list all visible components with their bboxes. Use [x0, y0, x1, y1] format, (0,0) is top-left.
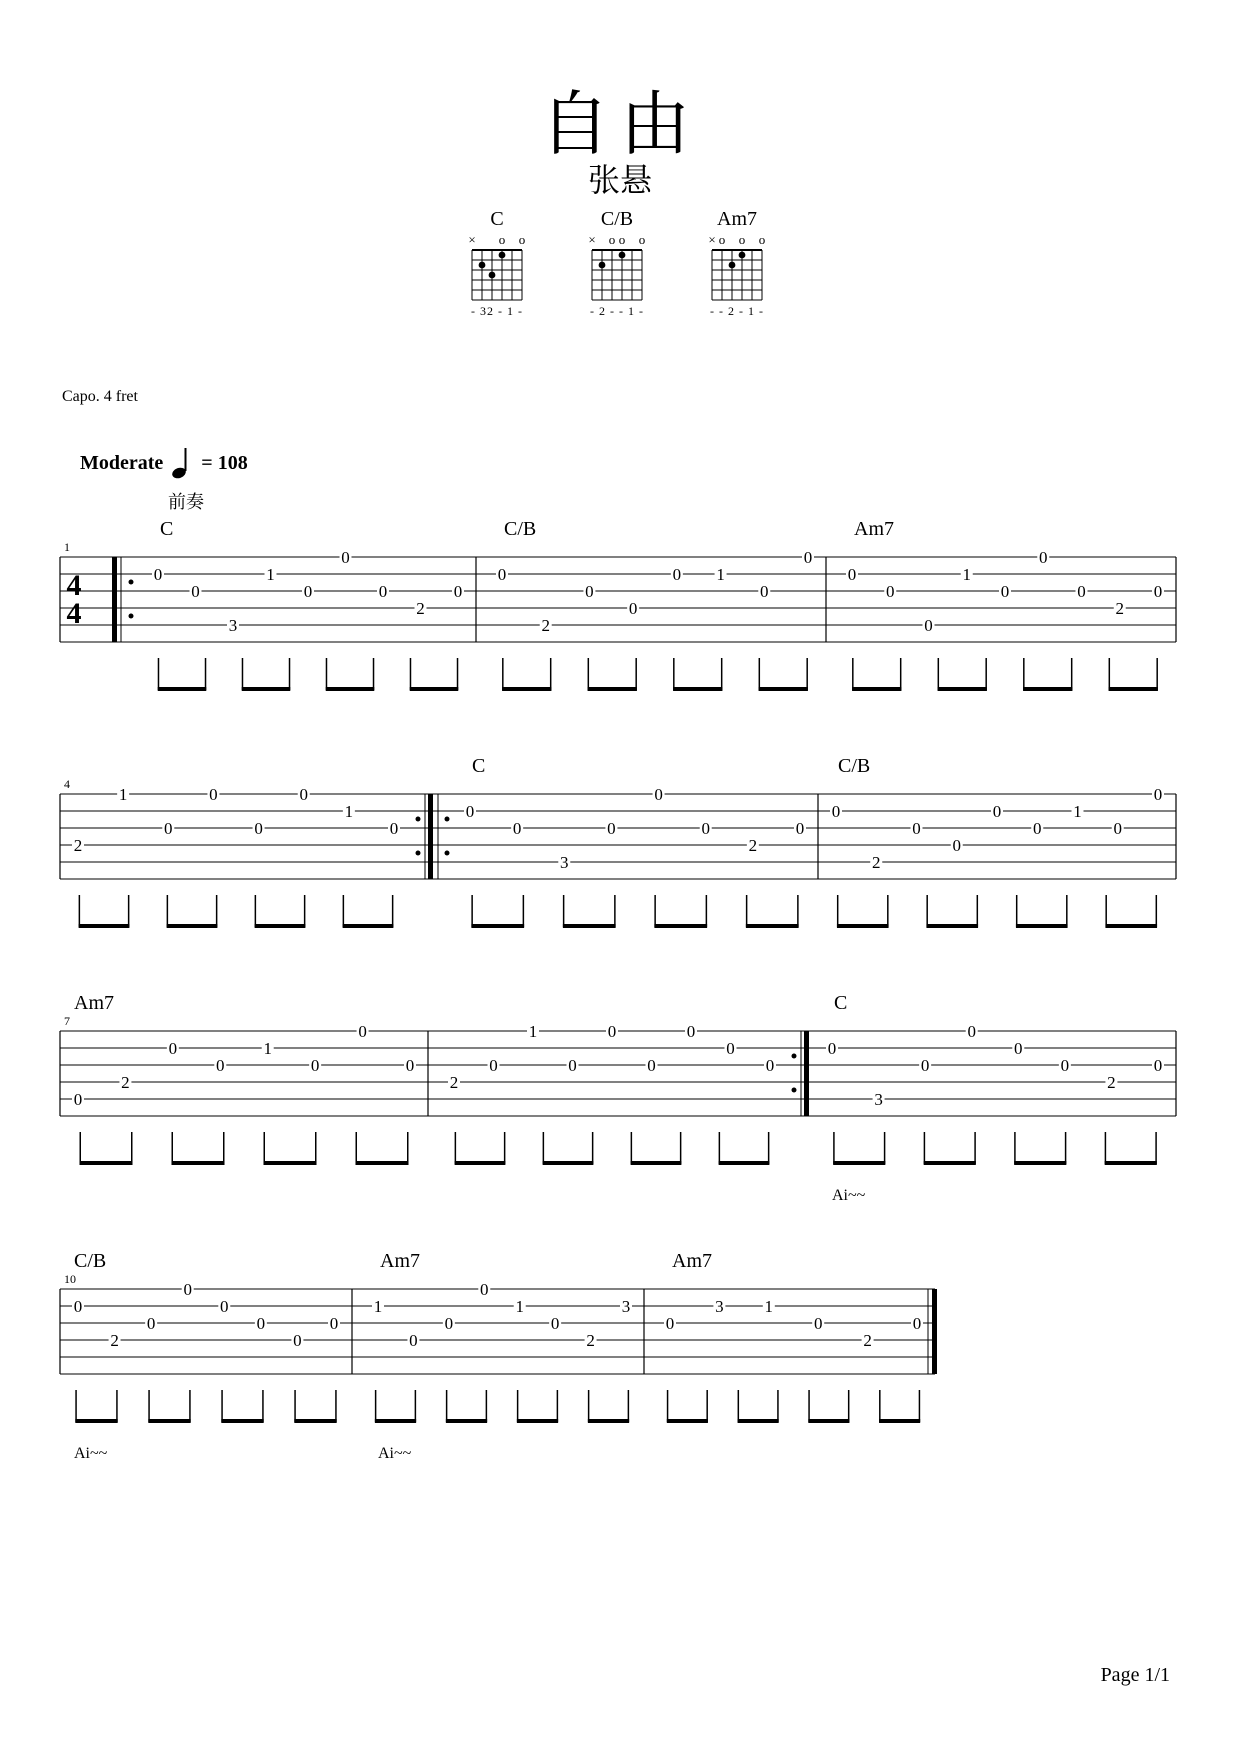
- rhythm-beam: [1105, 924, 1157, 928]
- fret-number: 0: [480, 1280, 489, 1299]
- chord-fingering: - 32 - 1 -: [471, 304, 523, 318]
- fret-number: 0: [220, 1297, 229, 1316]
- fret-number: 0: [992, 802, 1002, 821]
- repeat-end-thick-bar: [804, 1031, 809, 1116]
- chord-fingering: - 2 - - 1 -: [590, 304, 644, 318]
- rhythm-beam: [631, 1161, 682, 1165]
- measure-number: 4: [64, 777, 70, 791]
- rhythm-beam: [924, 1161, 976, 1165]
- rhythm-beam: [148, 1419, 190, 1423]
- fret-number: 3: [715, 1297, 724, 1316]
- rhythm-beam: [75, 1419, 117, 1423]
- rhythm-beam: [263, 1161, 316, 1165]
- fret-number: 2: [110, 1331, 119, 1350]
- page-number: Page 1/1: [1100, 1664, 1170, 1686]
- rhythm-beam: [1109, 687, 1158, 691]
- open-string-marker: o: [608, 232, 616, 247]
- rhythm-beam: [221, 1419, 263, 1423]
- measure-number: 7: [64, 1014, 70, 1028]
- rhythm-beam: [852, 687, 901, 691]
- rhythm-beam: [171, 1161, 224, 1165]
- rhythm-beam: [455, 1161, 506, 1165]
- final-thick-bar: [932, 1289, 937, 1374]
- lyric-text: Ai~~: [832, 1187, 866, 1204]
- rhythm-beam: [410, 687, 459, 691]
- open-string-marker: o: [638, 232, 646, 247]
- rhythm-beam: [1016, 924, 1068, 928]
- rhythm-beam: [837, 924, 889, 928]
- fret-number: 0: [952, 836, 961, 855]
- fret-number: 2: [1107, 1073, 1116, 1092]
- open-string-marker: o: [618, 232, 626, 247]
- fret-number: 1: [266, 565, 275, 584]
- rhythm-beam: [79, 1161, 132, 1165]
- rhythm-beam: [654, 924, 707, 928]
- rhythm-beam: [673, 687, 722, 691]
- fret-number: 0: [803, 548, 813, 567]
- rhythm-beam: [326, 687, 375, 691]
- fret-number: 0: [912, 819, 921, 838]
- rhythm-beam: [588, 687, 637, 691]
- fret-number: 0: [378, 582, 388, 601]
- fret-number: 0: [303, 582, 313, 601]
- fret-number: 0: [329, 1314, 339, 1333]
- fret-number: 0: [585, 582, 594, 601]
- fret-number: 0: [765, 1056, 775, 1075]
- rhythm-beam: [167, 924, 218, 928]
- fret-number: 0: [489, 1056, 498, 1075]
- rhythm-beam: [938, 687, 987, 691]
- rhythm-beam: [808, 1419, 849, 1423]
- rhythm-beam: [343, 924, 394, 928]
- rhythm-beam: [1105, 1161, 1157, 1165]
- fret-number: 0: [444, 1314, 454, 1333]
- fret-number: 0: [647, 1056, 656, 1075]
- fret-number: 0: [405, 1056, 415, 1075]
- rhythm-beam: [79, 924, 130, 928]
- capo-note: Capo. 4 fret: [62, 388, 138, 405]
- chord-name: Am7: [854, 518, 894, 540]
- rhythm-beam: [294, 1419, 336, 1423]
- fret-number: 2: [541, 616, 550, 635]
- chord-name: C: [834, 992, 848, 1014]
- fret-number: 1: [263, 1039, 272, 1058]
- fret-number: 0: [73, 1297, 83, 1316]
- fret-number: 3: [228, 616, 238, 635]
- rhythm-beam: [355, 1161, 408, 1165]
- section-label: 前奏: [168, 492, 204, 512]
- fret-number: 0: [831, 802, 841, 821]
- rhythm-beam: [926, 924, 978, 928]
- fret-number: 2: [872, 853, 881, 872]
- fret-number: 2: [121, 1073, 130, 1092]
- fret-number: 0: [1153, 582, 1163, 601]
- fret-number: 3: [621, 1297, 631, 1316]
- fret-number: 1: [962, 565, 971, 584]
- chord-name: C/B: [838, 755, 871, 777]
- fret-number: 2: [73, 836, 83, 855]
- fret-number: 0: [1060, 1056, 1070, 1075]
- fret-number: 2: [416, 599, 425, 618]
- fret-number: 0: [389, 819, 399, 838]
- repeat-dot: [445, 817, 450, 822]
- tempo-label: Moderate: [80, 451, 164, 474]
- chord-name: C: [160, 518, 174, 540]
- fret-number: 0: [760, 582, 769, 601]
- repeat-dot: [129, 614, 134, 619]
- rhythm-beam: [563, 924, 616, 928]
- fret-number: 0: [1153, 785, 1163, 804]
- fret-number: 0: [254, 819, 263, 838]
- fret-number: 0: [813, 1314, 823, 1333]
- fret-number: 0: [701, 819, 710, 838]
- fret-number: 0: [1033, 819, 1042, 838]
- fret-number: 0: [654, 785, 663, 804]
- artist-name: 张悬: [587, 161, 652, 199]
- fret-number: 0: [497, 565, 507, 584]
- fret-number: 0: [209, 785, 218, 804]
- lyric-text: Ai~~: [74, 1445, 108, 1462]
- rhythm-beam: [242, 687, 291, 691]
- repeat-dot: [445, 851, 450, 856]
- fret-number: 0: [183, 1280, 192, 1299]
- fret-number: 2: [449, 1073, 459, 1092]
- measure-number: 10: [64, 1272, 76, 1286]
- fret-number: 0: [795, 819, 805, 838]
- fret-number: 1: [344, 802, 354, 821]
- fret-number: 0: [628, 599, 638, 618]
- chord-name: Am7: [380, 1250, 420, 1272]
- fret-number: 0: [512, 819, 522, 838]
- fret-number: 1: [1073, 802, 1082, 821]
- fret-number: 0: [1113, 819, 1122, 838]
- chord-name: Am7: [672, 1250, 712, 1272]
- fret-number: 0: [550, 1314, 560, 1333]
- rhythm-beam: [1023, 687, 1072, 691]
- repeat-end-thick-bar: [428, 794, 433, 879]
- open-string-marker: o: [738, 232, 746, 247]
- fret-number: 0: [465, 802, 475, 821]
- muted-string-marker: ×: [708, 232, 716, 247]
- rhythm-beam: [588, 1419, 629, 1423]
- fret-number: 2: [748, 836, 758, 855]
- rhythm-beam: [255, 924, 306, 928]
- fret-number: 1: [716, 565, 725, 584]
- fret-number: 0: [153, 565, 163, 584]
- fret-number: 3: [874, 1090, 883, 1109]
- rhythm-beam: [375, 1419, 416, 1423]
- fret-number: 0: [73, 1090, 83, 1109]
- repeat-dot: [792, 1088, 797, 1093]
- rhythm-beam: [667, 1419, 708, 1423]
- lyric-text: Ai~~: [378, 1445, 412, 1462]
- chord-diagram-name: C/B: [600, 208, 634, 230]
- fret-number: 3: [560, 853, 569, 872]
- open-string-marker: o: [498, 232, 506, 247]
- fret-number: 0: [1039, 548, 1048, 567]
- chord-name: C/B: [74, 1250, 107, 1272]
- fret-number: 0: [293, 1331, 302, 1350]
- rhythm-beam: [1014, 1161, 1066, 1165]
- time-signature-bottom: 4: [66, 597, 82, 630]
- fret-number: 0: [146, 1314, 156, 1333]
- chord-name: C/B: [504, 518, 537, 540]
- fret-number: 1: [764, 1297, 774, 1316]
- repeat-dot: [792, 1054, 797, 1059]
- fret-number: 0: [924, 616, 933, 635]
- fret-number: 1: [373, 1297, 383, 1316]
- fret-number: 0: [1000, 582, 1010, 601]
- fret-number: 0: [1014, 1039, 1023, 1058]
- rhythm-beam: [879, 1419, 920, 1423]
- rhythm-beam: [746, 924, 799, 928]
- tempo-bpm: = 108: [201, 451, 248, 474]
- rhythm-beam: [759, 687, 808, 691]
- fret-number: 0: [665, 1314, 675, 1333]
- fret-number: 0: [568, 1056, 577, 1075]
- time-signature-top: 4: [66, 569, 82, 602]
- fret-number: 0: [886, 582, 895, 601]
- rhythm-beam: [502, 687, 551, 691]
- muted-string-marker: ×: [468, 232, 476, 247]
- fret-number: 0: [216, 1056, 225, 1075]
- fret-number: 0: [191, 582, 200, 601]
- fret-number: 0: [920, 1056, 930, 1075]
- repeat-start-thick-bar: [112, 557, 117, 642]
- fret-number: 0: [1153, 1056, 1163, 1075]
- fret-number: 0: [607, 1022, 617, 1041]
- rhythm-beam: [833, 1161, 885, 1165]
- fret-number: 1: [528, 1022, 538, 1041]
- measure-number: 1: [64, 540, 70, 554]
- fret-number: 2: [1115, 599, 1124, 618]
- fret-number: 0: [607, 819, 616, 838]
- fret-number: 0: [409, 1331, 418, 1350]
- fret-number: 1: [515, 1297, 524, 1316]
- open-string-marker: o: [718, 232, 726, 247]
- repeat-dot: [416, 817, 421, 822]
- rhythm-beam: [446, 1419, 487, 1423]
- rhythm-beam: [471, 924, 524, 928]
- fret-number: 0: [168, 1039, 178, 1058]
- repeat-dot: [416, 851, 421, 856]
- fret-number: 0: [672, 565, 682, 584]
- fret-number: 0: [453, 582, 463, 601]
- fret-number: 0: [256, 1314, 266, 1333]
- rhythm-beam: [719, 1161, 770, 1165]
- fret-number: 0: [164, 819, 173, 838]
- fret-number: 2: [863, 1331, 872, 1350]
- fret-number: 0: [967, 1022, 976, 1041]
- rhythm-beam: [543, 1161, 594, 1165]
- fret-number: 0: [341, 548, 350, 567]
- rhythm-beam: [517, 1419, 558, 1423]
- open-string-marker: o: [758, 232, 766, 247]
- fret-number: 0: [726, 1039, 735, 1058]
- fret-number: 0: [686, 1022, 696, 1041]
- chord-name: C: [472, 755, 486, 777]
- fret-number: 1: [118, 785, 128, 804]
- rhythm-beam: [158, 687, 207, 691]
- rhythm-beam: [738, 1419, 779, 1423]
- fret-number: 0: [912, 1314, 922, 1333]
- fret-number: 0: [1077, 582, 1086, 601]
- fret-number: 2: [586, 1331, 595, 1350]
- fret-number: 0: [310, 1056, 320, 1075]
- chord-fingering: - - 2 - 1 -: [710, 304, 764, 318]
- muted-string-marker: ×: [588, 232, 596, 247]
- fret-number: 0: [299, 785, 308, 804]
- repeat-dot: [129, 580, 134, 585]
- chord-name: Am7: [74, 992, 114, 1014]
- song-title: 自由: [540, 83, 700, 165]
- fret-number: 0: [847, 565, 857, 584]
- fret-number: 0: [358, 1022, 367, 1041]
- chord-diagram-name: C: [490, 208, 504, 230]
- open-string-marker: o: [518, 232, 526, 247]
- chord-diagram-name: Am7: [717, 208, 757, 230]
- fret-number: 0: [827, 1039, 837, 1058]
